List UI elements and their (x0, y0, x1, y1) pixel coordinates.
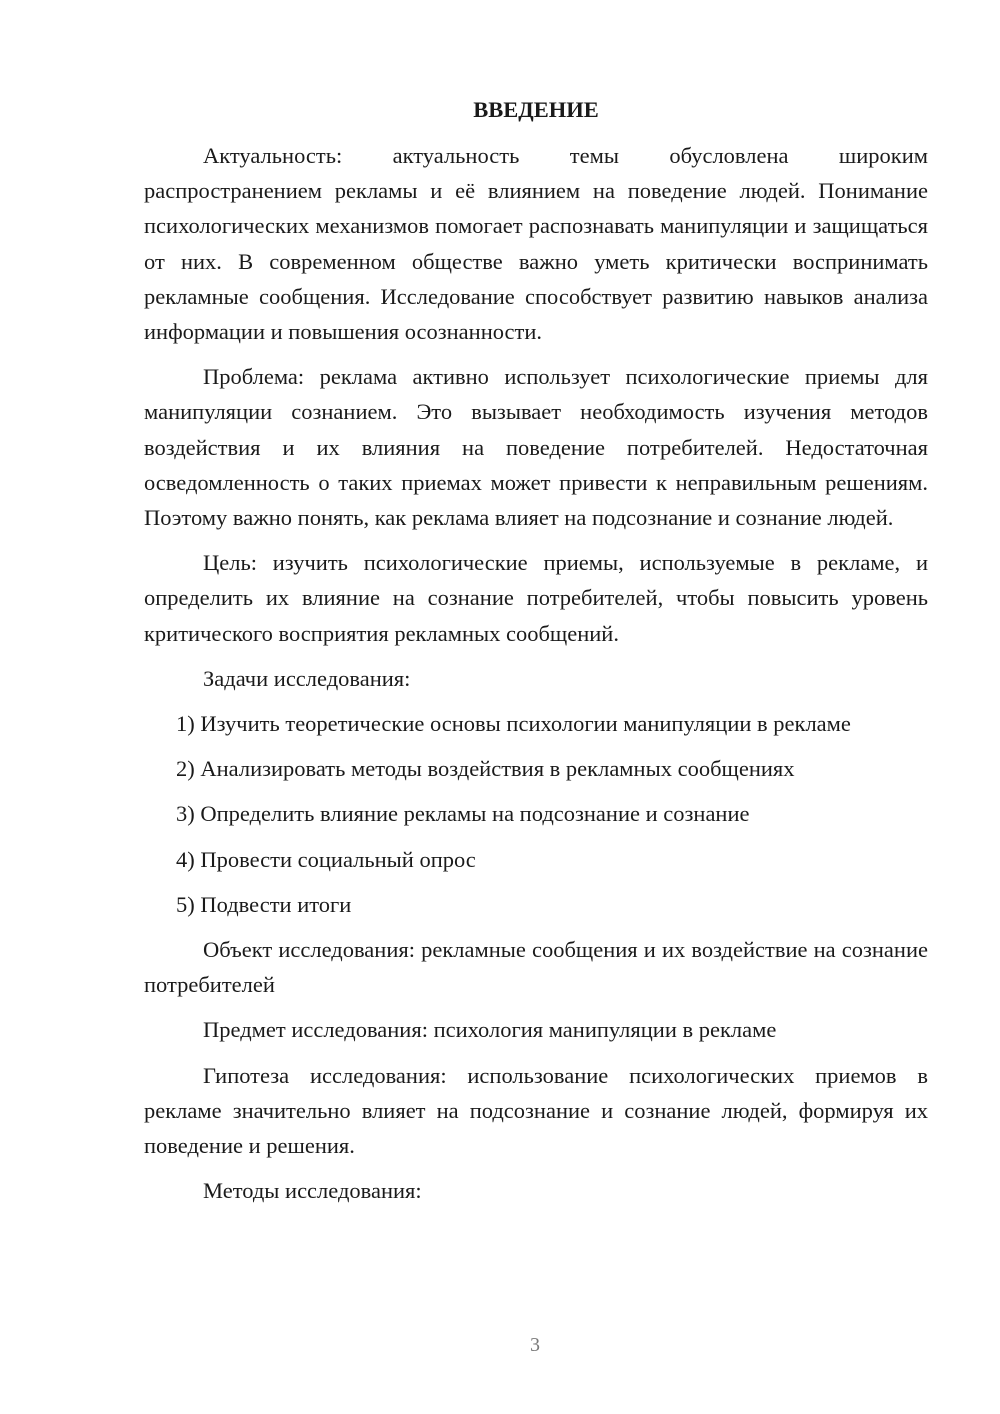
list-item: 5) Подвести итоги (176, 891, 352, 917)
list-item: 3) Определить влияние рекламы на подсознание и сознание (176, 801, 750, 827)
paragraph-subject: Предмет исследования: психология манипуляции в рекламе (203, 1017, 777, 1043)
tasks-list (144, 706, 928, 922)
paragraph-relevance: Актуальность: актуальность темы обусловлена широким распространением рекламы и её влиянием на поведение людей. Понимание психологических механизмов помогает распознавать манипуляции и защищаться от них. В современном обществе важно уметь критически воспринимать рекламные сообщения. Исследование способствует развитию навыков анализа информации и повышения осознанности. (144, 143, 928, 345)
paragraph-goal: Цель: изучить психологические приемы, используемые в рекламе, и определить их влияние на сознание потребителей, чтобы повысить уровень критического восприятия рекламных сообщений. (144, 550, 928, 646)
page-content (144, 92, 928, 1218)
list-item: 4) Провести социальный опрос (176, 846, 476, 872)
page-number: 3 (530, 1334, 540, 1356)
list-item: 1) Изучить теоретические основы психологии манипуляции в рекламе (176, 711, 851, 737)
list-item: 2) Анализировать методы воздействия в рекламных сообщениях (176, 756, 795, 782)
methods-heading: Методы исследования: (203, 1178, 422, 1204)
tasks-heading: Задачи исследования: (203, 665, 411, 691)
section-title: ВВЕДЕНИЕ (473, 97, 599, 122)
paragraph-problem: Проблема: реклама активно использует психологические приемы для манипуляции сознанием. Это вызывает необходимость изучения методов воздействия и их влияния на поведение потребителей. Недостаточная осведомленность о таких приемах может привести к неправильным решениям. Поэтому важно понять, как реклама влияет на подсознание и сознание людей. (144, 364, 928, 531)
paragraph-hypothesis: Гипотеза исследования: использование психологических приемов в рекламе значительно влияет на подсознание и сознание людей, формируя их поведение и решения. (144, 1062, 928, 1159)
paragraph-object: Объект исследования: рекламные сообщения и их воздействие на сознание потребителей (144, 937, 928, 998)
